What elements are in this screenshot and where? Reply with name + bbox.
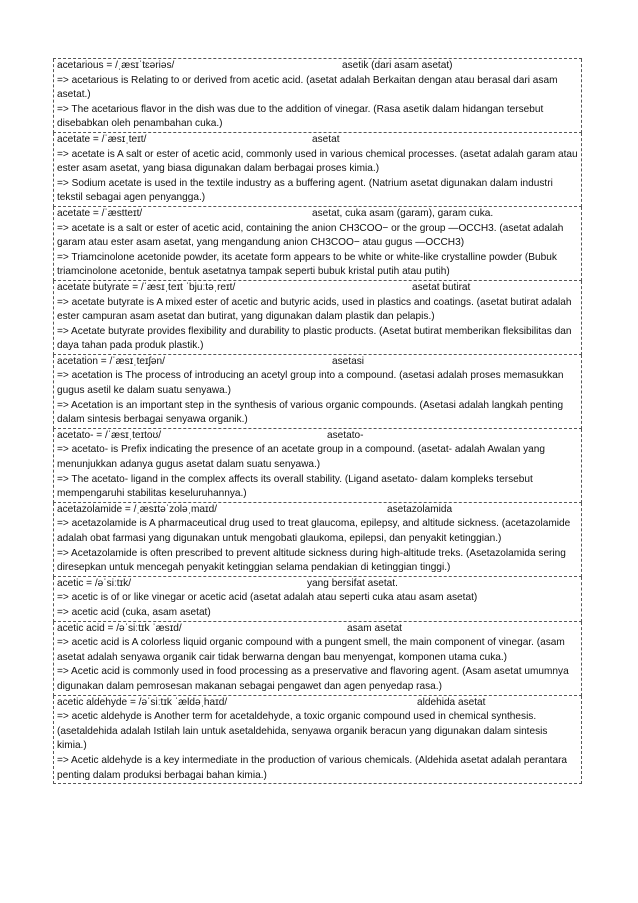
entry-definition: => acetato- is Prefix indicating the presence of an acetate group in a compound. (asetat- adalah Awalan yang menunjukkan adanya gugus asetat dalam suatu senyawa.): [57, 444, 545, 471]
entry-heading: [57, 622, 579, 637]
entry-example: => Acetic acid is commonly used in food processing as a preservative and flavoring agent. (Asam asetat umumnya digunakan dalam pemrosesan makanan sebagai pengawet dan agen penyedap rasa.): [57, 666, 569, 692]
entry-heading: [57, 281, 579, 296]
entry-heading: [57, 429, 579, 444]
entry-translation: asetat butirat: [412, 281, 471, 293]
entry-term: acetic acid = /əˈsiːtɪk ˈæsɪd/: [57, 622, 182, 634]
entry-translation: asetazolamida: [387, 503, 453, 515]
entry-term: acetazolamide = /ˌæsɪtəˈzoləˌmaɪd/: [57, 503, 218, 515]
entry-definition: => acetazolamide is A pharmaceutical drug used to treat glaucoma, epilepsy, and altitude sickness. (acetazolamide adalah obat farmasi yang digunakan untuk mengobati glaukoma, epilepsi, dan penyakit ketinggian.): [57, 518, 571, 544]
entry-translation: asetik (dari asam asetat): [342, 60, 453, 71]
entry-translation: asetasi: [332, 355, 364, 367]
entry-definition: => acetic aldehyde is Another term for acetaldehyde, a toxic organic compound used in chemical synthesis. (asetaldehida adalah Istilah lain untuk asetaldehida, senyawa organik beracun yang digunakan dalam sintesis kimia.): [57, 711, 548, 752]
entry-term: acetation = /ˈæsɪˌteɪʃən/: [57, 355, 165, 367]
entry-translation: asetat, cuka asam (garam), garam cuka.: [312, 207, 494, 219]
entry-example: => Acetazolamide is often prescribed to prevent altitude sickness during high-altitude treks. (Asetazolamida sering diresepkan untuk mencegah penyakit ketinggian selama pendakian di ketinggian tinggi.): [57, 547, 566, 574]
entry-definition: => acetic is of or like vinegar or acetic acid (asetat adalah atau seperti cuka atau asam asetat): [57, 592, 478, 604]
entry-term: acetate = /ˈæsɪˌteɪt/: [57, 133, 147, 145]
entry-heading: [57, 355, 579, 370]
entry-heading: [57, 59, 579, 74]
entry-heading: [57, 503, 579, 518]
entry-definition: => acetate butyrate is A mixed ester of acetic and butyric acids, used in plastics and coatings. (asetat butirat adalah ester campuran asam asetat dan butirat, yang digunakan dalam plastik dan pelapis.): [57, 296, 572, 323]
entry-heading: [57, 696, 579, 711]
entry-example: => acetic acid (cuka, asam asetat): [57, 606, 211, 618]
entry-definition: => acetation is The process of introducing an acetyl group into a compound. (asetasi adalah proses memasukkan gugus asetil ke dalam suatu senyawa.): [57, 370, 564, 397]
entry-definition: => acetate is a salt or ester of acetic acid, containing the anion CH3COO− or the group —OCCH3. (asetat adalah garam atau ester asam asetat, yang mengandung anion CH3COO− atau gugus —OCCH3): [57, 222, 564, 249]
entry-definition: => acetic acid is A colorless liquid organic compound with a pungent smell, the main component of vinegar. (asam asetat adalah senyawa organik cair tidak berwarna dengan bau menyengat, komponen utama cuka.): [57, 637, 565, 663]
entry-heading: [57, 577, 579, 592]
entry-example: => Acetation is an important step in the synthesis of various organic compounds. (Asetasi adalah langkah penting dalam sintesis berbagai senyawa organik.): [57, 399, 564, 426]
glossary-entry: [53, 503, 582, 577]
entry-translation: asetat: [312, 133, 340, 145]
entry-heading: [57, 133, 579, 148]
entry-term: acetato- = /ˈæsɪˌteɪtoʊ/: [57, 429, 162, 441]
entry-example: => Acetate butyrate provides flexibility and durability to plastic products. (Asetat butirat memberikan fleksibilitas dan daya tahan pada produk plastik.): [57, 325, 572, 352]
entry-example: => The acetarious flavor in the dish was due to the addition of vinegar. (Rasa asetik dalam hidangan tersebut disebabkan oleh penambahan cuka.): [57, 103, 544, 130]
glossary-entry: [53, 355, 582, 429]
entry-term: acetarious = /ˌæsɪˈtɛəriəs/: [57, 60, 175, 71]
glossary-entry: [53, 133, 582, 207]
glossary-entry: [53, 696, 582, 785]
entry-example: => Triamcinolone acetonide powder, its acetate form appears to be white or white-like crystalline powder (Bubuk triamcinolone acetonide, bentuk asetatnya tampak seperti bubuk kristal putih atau putih): [57, 251, 557, 278]
entry-definition: => acetate is A salt or ester of acetic acid, commonly used in various chemical processes. (asetat adalah garam atau ester asam asetat, yang biasa digunakan dalam berbagai proses kimia.): [57, 148, 578, 175]
entry-definition: => acetarious is Relating to or derived from acetic acid. (asetat adalah Berkaitan dengan atau berasal dari asam asetat.): [57, 74, 558, 101]
glossary-entry: [53, 429, 582, 503]
glossary-entry: [53, 622, 582, 696]
glossary-entry: [53, 207, 582, 281]
entry-translation: asam asetat: [347, 622, 402, 634]
entry-heading: [57, 207, 579, 222]
entry-translation: yang bersifat asetat.: [307, 577, 398, 589]
glossary-entry: [53, 59, 582, 133]
entry-example: => Acetic aldehyde is a key intermediate in the production of various chemicals. (Aldehida asetat adalah perantara penting dalam produksi berbagai bahan kimia.): [57, 754, 568, 781]
entry-term: acetic aldehyde = /əˈsiːtɪk ˈældəˌhaɪd/: [57, 696, 228, 708]
glossary-document: [53, 58, 582, 784]
glossary-entry: [53, 577, 582, 622]
entry-translation: asetato-: [327, 429, 364, 441]
entry-term: acetic = /əˈsiːtɪk/: [57, 577, 131, 589]
glossary-entry: [53, 281, 582, 355]
entry-translation: aldehida asetat: [417, 696, 486, 708]
entry-term: acetate = /ˈæstteɪt/: [57, 207, 143, 219]
entry-example: => Sodium acetate is used in the textile industry as a buffering agent. (Natrium asetat digunakan dalam industri tekstil sebagai agen penyangga.): [57, 177, 553, 204]
entry-example: => The acetato- ligand in the complex affects its overall stability. (Ligand asetato- dalam kompleks tersebut mempengaruhi stabilitas keseluruhannya.): [57, 473, 533, 500]
entry-term: acetate butyrate = /ˈæsɪˌteɪt ˈbjuːtəˌreɪt/: [57, 281, 236, 293]
